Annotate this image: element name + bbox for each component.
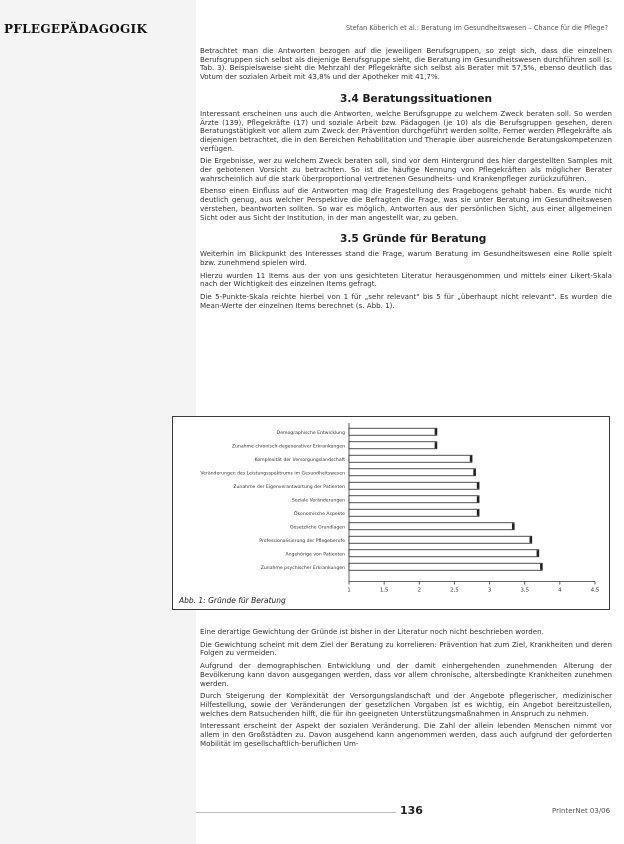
bar — [349, 563, 542, 570]
bar — [349, 550, 539, 557]
x-tick-label: 4 — [558, 587, 562, 593]
bar — [349, 469, 476, 476]
bar-end-shade — [540, 564, 542, 570]
x-tick-label: 4,5 — [590, 587, 600, 593]
x-tick-label: 2 — [417, 587, 422, 593]
body-paragraph: Hierzu wurden 11 Items aus der von uns gesichteten Literatur herausgenommen und mittels einer Likert-Skala nach der Wichtigkeit des einzelnen Items gefragt. — [200, 270, 612, 289]
bar — [349, 442, 437, 449]
category-label: Professionalisierung der Pflegeberufe — [259, 538, 345, 544]
category-label: Angehörige von Patienten — [285, 552, 345, 558]
running-title: Stefan Köberich et al.: Beratung im Gesundheitswesen – Chance für die Pflege? — [345, 24, 608, 32]
bar-end-shade — [477, 483, 479, 489]
x-tick-label: 2,5 — [450, 587, 459, 593]
category-label: Demographische Entwicklung — [276, 430, 345, 436]
bar-end-shade — [473, 469, 475, 475]
body-paragraph: Weiterhin im Blickpunkt des Interesses stand die Frage, warum Beratung im Gesundheitswesen eine Rolle spielt bzw. zunehmend spielen wird. — [200, 249, 612, 267]
bar-end-shade — [512, 523, 514, 529]
x-tick-label: 3 — [487, 587, 492, 593]
category-label: Veränderungen des Leistungsspektrums im Gesundheitswesen — [200, 471, 345, 477]
bar — [349, 509, 479, 516]
intro-paragraph: Betrachtet man die Antworten bezogen auf die jeweiligen Berufsgruppen, so zeigt sich, dass die einzelnen Berufsgruppen sich selbst als diejenige Berufsgruppe sieht, die Beratung im Gesundheitswesen durchführen soll (s. Tab. 3). Beispielsweise sieht die Mehrzahl der Pflegekräfte sich selbst als Berater mit 57,5%, ebenso deutlich das Votum der sozialen Arbeit mit 43,8% und der Apotheker mit 41,7%. — [200, 46, 612, 82]
body-paragraph: Die 5-Punkte-Skala reichte hierbei von 1 für „sehr relevant" bis 5 für „überhaupt nicht relevant". Es wurden die Mean-Werte der einzelnen Items berechnet (s. Abb. 1). — [200, 292, 612, 310]
body-paragraph: Durch Steigerung der Komplexität der Versorgungslandschaft und der Angebote pflegerischer, medizinischer Hilfestellung, sowie der Veränderungen der gesetzlichen Vorgaben ist es wichtig, ein Angebot bereitzustellen, welches dem Ratsuchenden hilft, die für ihn geeigneten Unterstützungsmaßnahmen in Anspruch zu nehmen. — [200, 691, 612, 718]
bar-end-shade — [530, 537, 532, 543]
journal-reference: PrInterNet 03/06 — [552, 807, 611, 815]
section-heading-3-4: 3.4 Beratungssituationen — [340, 92, 493, 105]
bar-end-shade — [537, 550, 539, 556]
bar-end-shade — [477, 510, 479, 516]
bar — [349, 455, 472, 462]
category-label: Komplexität der Versorgungslandschaft — [254, 457, 345, 463]
category-label: Ökonomische Aspekte — [293, 511, 345, 517]
footer-rule — [196, 812, 396, 813]
x-tick-label: 1 — [347, 587, 351, 593]
bar-end-shade — [435, 429, 437, 435]
section-heading-3-5: 3.5 Gründe für Beratung — [340, 233, 487, 246]
category-label: Zunahme psychischer Erkrankungen — [260, 565, 345, 571]
bar — [349, 523, 514, 530]
page-footer — [0, 804, 624, 820]
figure-reasons-for-counselling — [172, 416, 610, 610]
x-tick-label: 3,5 — [520, 587, 530, 593]
bar-end-shade — [477, 496, 479, 502]
body-paragraph: Aufgrund der demographischen Entwicklung und der damit einhergehenden zunehmenden Alterung der Bevölkerung kann davon ausgegangen werden, dass vor allem chronische, altersbedingte Krankheiten zunehmen werden. — [200, 661, 612, 688]
bar — [349, 482, 479, 489]
bar-chart — [173, 417, 609, 593]
main-column — [200, 47, 612, 314]
bar — [349, 428, 437, 435]
category-label: Gesetzliche Grundlagen — [289, 525, 345, 531]
x-tick-label: 1,5 — [379, 587, 389, 593]
body-paragraph: Die Ergebnisse, wer zu welchem Zweck beraten soll, sind vor dem Hintergrund des hier dargestellten Samples mit der gebotenen Vorsicht zu betrachten. So ist die häufige Nennung von Pflegekräften als möglicher Berater wahrscheinlich auf die stark überproportional vertretenen Gesundheits- und Krankenpfleger zurückzuführen. — [200, 156, 612, 183]
bar-end-shade — [470, 456, 472, 462]
page-header — [4, 22, 616, 38]
category-label: Zunahme chronisch-degenerativer Erkrankungen — [231, 444, 345, 450]
category-label: Zunahme der Eigenverantwortung der Patienten — [233, 484, 345, 490]
body-paragraph: Interessant erscheinen uns auch die Antworten, welche Berufsgruppe zu welchem Zweck beraten soll. So werden Ärzte (139), Pflegekräfte (17) und soziale Arbeit bzw. Pädagogen (je 10) als die Berufsgruppen gesehen, deren Beratungstätigkeit vor allem zum Zweck der Prävention durchgeführt werden sollte. Ferner werden Pflegekräfte als diejenigen betrachtet, die in den Bereichen Rehabilitation und Therapie über ausreichende Beratungskompetenzen verfügen. — [200, 108, 612, 153]
body-paragraph: Interessant erscheint der Aspekt der sozialen Veränderung. Die Zahl der allein lebenden Menschen nimmt vor allem in den Großstädten zu. Davon ausgehend kann angenommen werden, dass auch aufgrund der geforderten Mobilität im gesellschaftlich-beruflichen Um- — [200, 721, 612, 748]
body-paragraph: Die Gewichtung scheint mit dem Ziel der Beratung zu korrelieren: Prävention hat zum Ziel, Krankheiten und deren Folgen zu vermeiden. — [200, 639, 612, 658]
category-label: Soziale Veränderungen — [291, 498, 345, 504]
page-number: 136 — [400, 804, 423, 817]
lower-text — [200, 628, 612, 752]
figure-caption: Abb. 1: Gründe für Beratung — [179, 596, 286, 605]
bar — [349, 536, 532, 543]
bar-end-shade — [435, 442, 437, 448]
body-paragraph: Eine derartige Gewichtung der Gründe ist bisher in der Literatur noch nicht beschrieben worden. — [200, 627, 544, 636]
bar — [349, 496, 479, 503]
journal-title: PFLEGEPÄDAGOGIK — [4, 22, 148, 36]
left-margin-panel — [0, 0, 196, 844]
body-paragraph: Ebenso einen Einfluss auf die Antworten mag die Fragestellung des Fragebogens gehabt haben. Es wurde nicht deutlich genug, aus welcher Perspektive die Befragten die Frage, was sie unter Beratung im Gesundheitswesen verstehen, beantworten sollten. So war es möglich, Antworten aus der persönlichen Sicht, aus einer allgemeinen Sicht oder aus Sicht der Institution, in der man angestellt war, zu geben. — [200, 186, 612, 222]
